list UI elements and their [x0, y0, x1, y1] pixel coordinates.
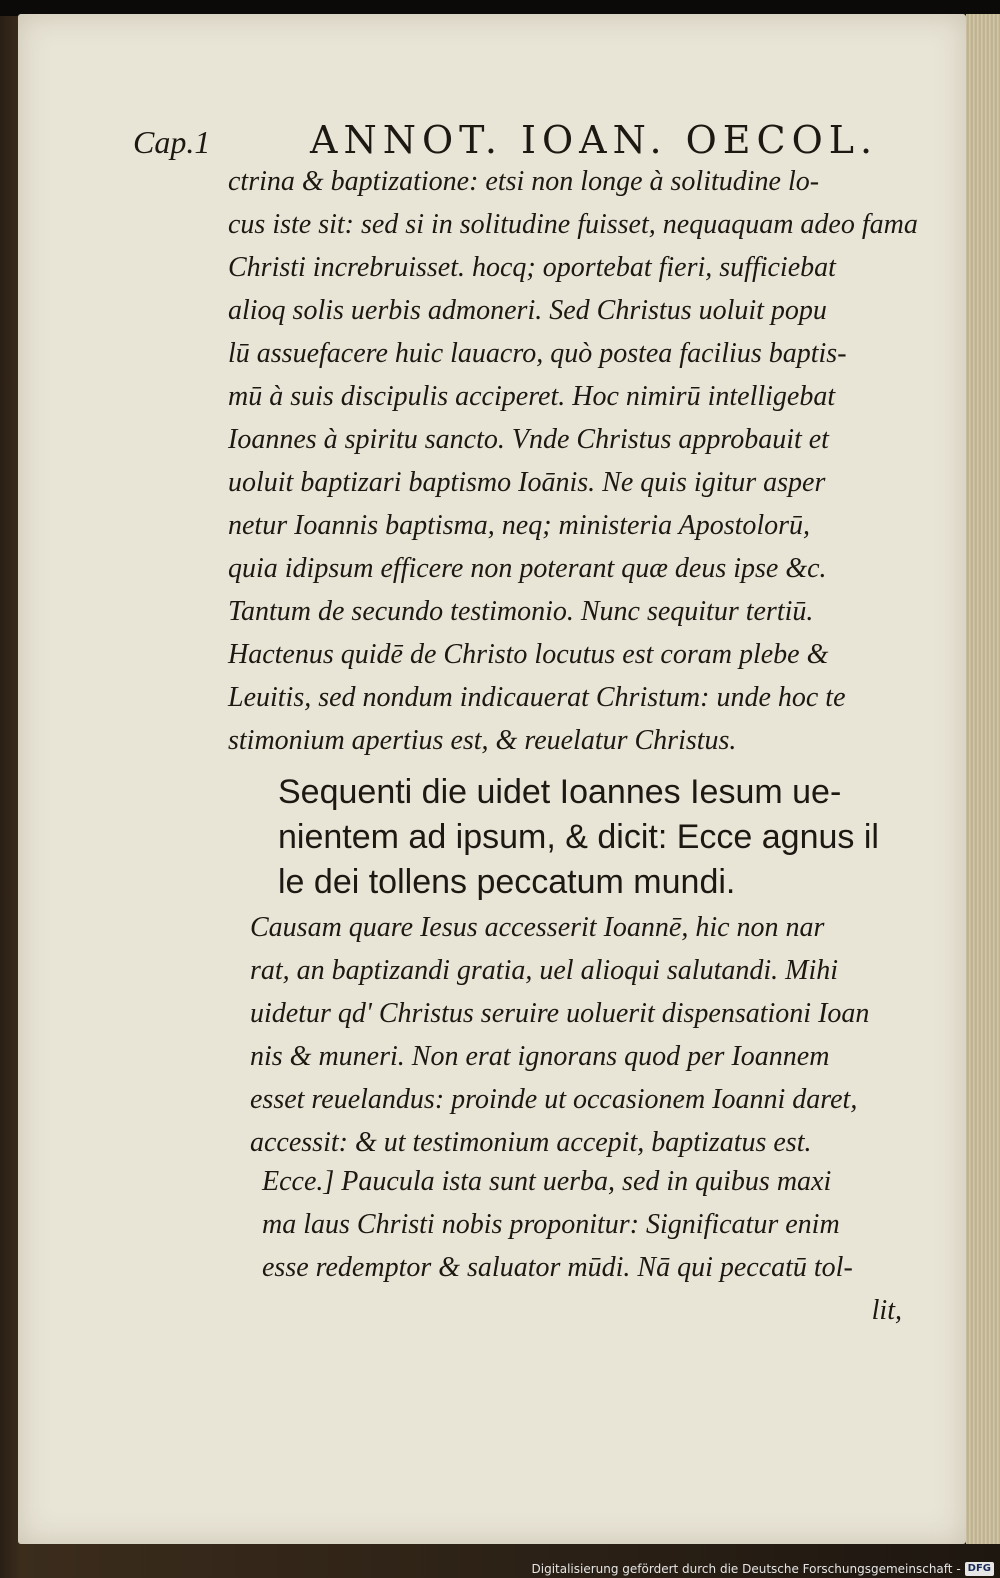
text-line: uidetur qd' Christus seruire uoluerit dispensationi Ioan: [250, 998, 870, 1029]
text-line: ctrina & baptizatione: etsi non longe à solitudine lo-: [228, 166, 820, 197]
footer-credit: Digitalisierung gefördert durch die Deutsche Forschungsgemeinschaft -: [531, 1562, 961, 1576]
text-line: esse redemptor & saluator mūdi. Nā qui peccatū tol-: [262, 1252, 853, 1283]
text-line: lū assuefacere huic lauacro, quò postea facilius baptis-: [228, 338, 847, 369]
text-line: nis & muneri. Non erat ignorans quod per Ioannem: [250, 1041, 830, 1072]
catchword: lit,: [871, 1295, 902, 1326]
page-header-title: ANNOT. IOAN. OECOL.: [310, 118, 879, 162]
text-line: Ecce.] Paucula ista sunt uerba, sed in quibus maxi: [262, 1166, 832, 1197]
text-line: accessit: & ut testimonium accepit, baptizatus est.: [250, 1127, 812, 1158]
verse-line: le dei tollens peccatum mundi.: [278, 863, 736, 901]
digitization-footer: [532, 1562, 995, 1576]
commentary-paragraph-2: [250, 906, 930, 1164]
verse-line: nientem ad ipsum, & dicit: Ecce agnus il: [278, 818, 879, 856]
text-line: Tantum de secundo testimonio. Nunc sequitur tertiū.: [228, 596, 814, 627]
commentary-paragraph-1: [228, 160, 918, 762]
text-line: rat, an baptizandi gratia, uel alioqui salutandi. Mihi: [250, 955, 839, 986]
text-line: Leuitis, sed nondum indicauerat Christum: unde hoc te: [228, 682, 846, 713]
text-line: uoluit baptizari baptismo Ioānis. Ne quis igitur asper: [228, 467, 826, 498]
text-line: ma laus Christi nobis proponitur: Significatur enim: [262, 1209, 840, 1240]
verse-line: Sequenti die uidet Ioannes Iesum ue-: [278, 773, 842, 811]
page-edges: [966, 14, 1000, 1544]
text-line: esset reuelandus: proinde ut occasionem Ioanni daret,: [250, 1084, 858, 1115]
text-line: quia idipsum efficere non poterant quæ deus ipse &c.: [228, 553, 827, 584]
text-line: cus iste sit: sed si in solitudine fuisset, nequaquam adeo fama: [228, 209, 918, 240]
text-line: Ioannes à spiritu sancto. Vnde Christus approbauit et: [228, 424, 829, 455]
text-line: stimonium apertius est, & reuelatur Christus.: [228, 725, 737, 756]
chapter-marker: Cap.1: [133, 124, 211, 160]
text-line: mū à suis discipulis acciperet. Hoc nimirū intelligebat: [228, 381, 836, 412]
dfg-logo-icon: DFG: [965, 1562, 994, 1576]
commentary-paragraph-3: [262, 1160, 942, 1332]
text-line: netur Ioannis baptisma, neq; ministeria Apostolorū,: [228, 510, 811, 541]
text-line: Christi increbruisset. hocq; oportebat fieri, sufficiebat: [228, 252, 836, 283]
text-line: Causam quare Iesus accesserit Ioannē, hic non nar: [250, 912, 825, 943]
scripture-verse: [278, 770, 918, 905]
text-line: alioq solis uerbis admoneri. Sed Christus uoluit popu: [228, 295, 827, 326]
text-line: Hactenus quidē de Christo locutus est coram plebe &: [228, 639, 829, 670]
